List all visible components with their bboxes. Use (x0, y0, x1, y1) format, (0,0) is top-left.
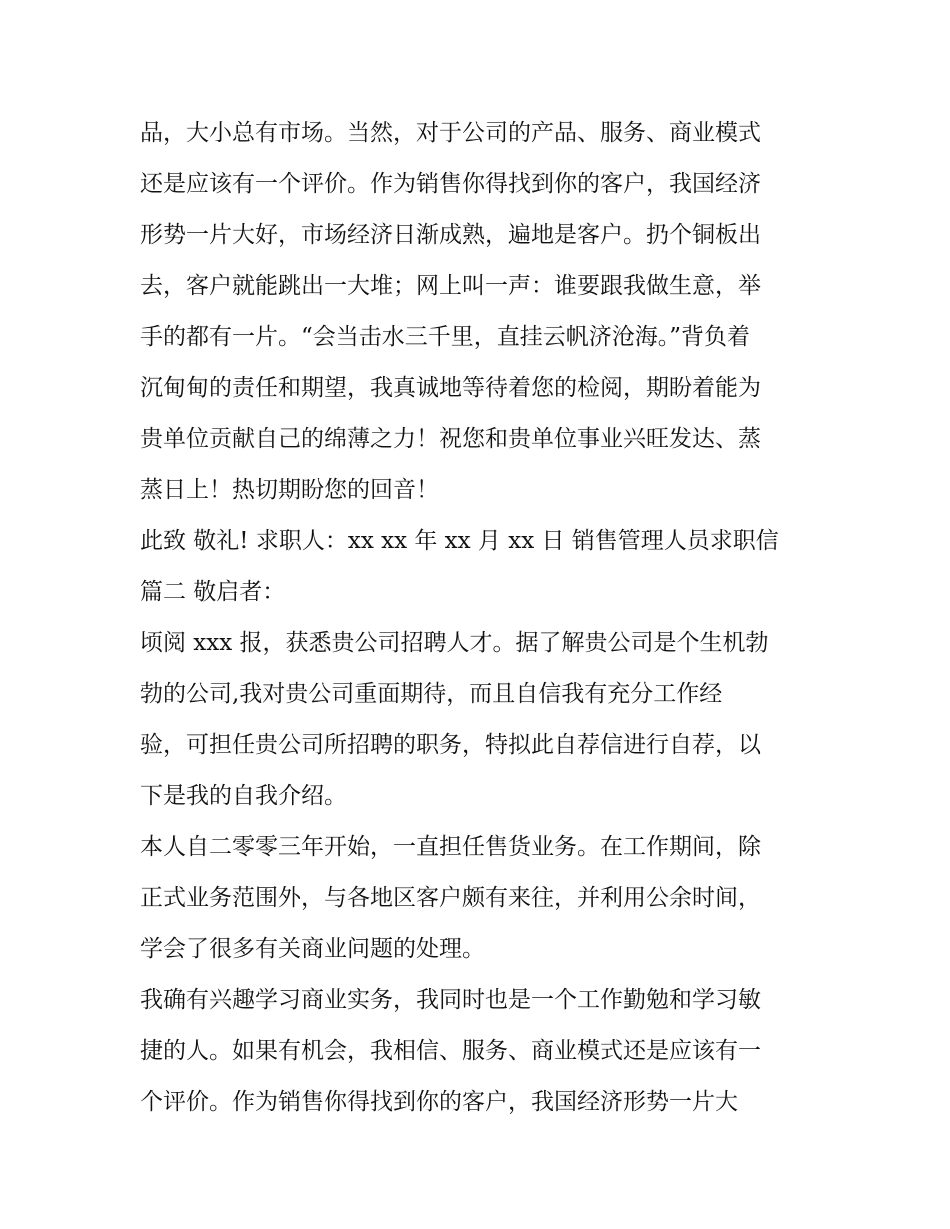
text-line: 学会了很多有关商业问题的处理。 (140, 936, 485, 962)
text-line: 捷的人。如果有机会，我相信、服务、商业模式还是应该有一 (140, 1038, 761, 1064)
text-line: 正式业务范围外，与各地区客户颇有来往，并利用公余时间， (140, 885, 761, 911)
text-line: 贵单位贡献自己的绵薄之力！祝您和贵单位事业兴旺发达、蒸 (140, 426, 761, 452)
text-line: 沉甸甸的责任和期望，我真诚地等待着您的检阅，期盼着能为 (140, 375, 761, 401)
text-line: 品，大小总有市场。当然，对于公司的产品、服务、商业模式 (140, 120, 761, 146)
text-line: 去，客户就能跳出一大堆；网上叫一声：谁要跟我做生意，举 (140, 273, 761, 299)
text-line: 勃的公司,我对贵公司重面期待，而且自信我有充分工作经 (140, 681, 723, 707)
text-line: 顷阅 xxx 报，获悉贵公司招聘人才。据了解贵公司是个生机勃 (140, 630, 769, 656)
body-text (140, 108, 820, 1128)
text-line: 蒸日上！热切期盼您的回音！ (140, 477, 439, 503)
text-line: 手的都有一片。“会当击水三千里，直挂云帆济沧海。”背负着 (140, 324, 751, 350)
closing-line: 此致 敬礼! 求职人：xx xx 年 xx 月 xx 日 销售管理人员求职信 (140, 528, 779, 554)
text-line: 还是应该有一个评价。作为销售你得找到你的客户，我国经济 (140, 171, 761, 197)
text-line: 我确有兴趣学习商业实务，我同时也是一个工作勤勉和学习敏 (140, 987, 761, 1013)
text-line: 形势一片大好，市场经济日渐成熟，遍地是客户。扔个铜板出 (140, 222, 761, 248)
text-line: 下是我的自我介绍。 (140, 783, 347, 809)
text-line: 验，可担任贵公司所招聘的职务，特拟此自荐信进行自荐，以 (140, 732, 761, 758)
text-line: 本人自二零零三年开始，一直担任售货业务。在工作期间，除 (140, 834, 761, 860)
text-line: 个评价。作为销售你得找到你的客户，我国经济形势一片大 (140, 1089, 738, 1115)
section-heading: 篇二 敬启者： (140, 579, 286, 605)
